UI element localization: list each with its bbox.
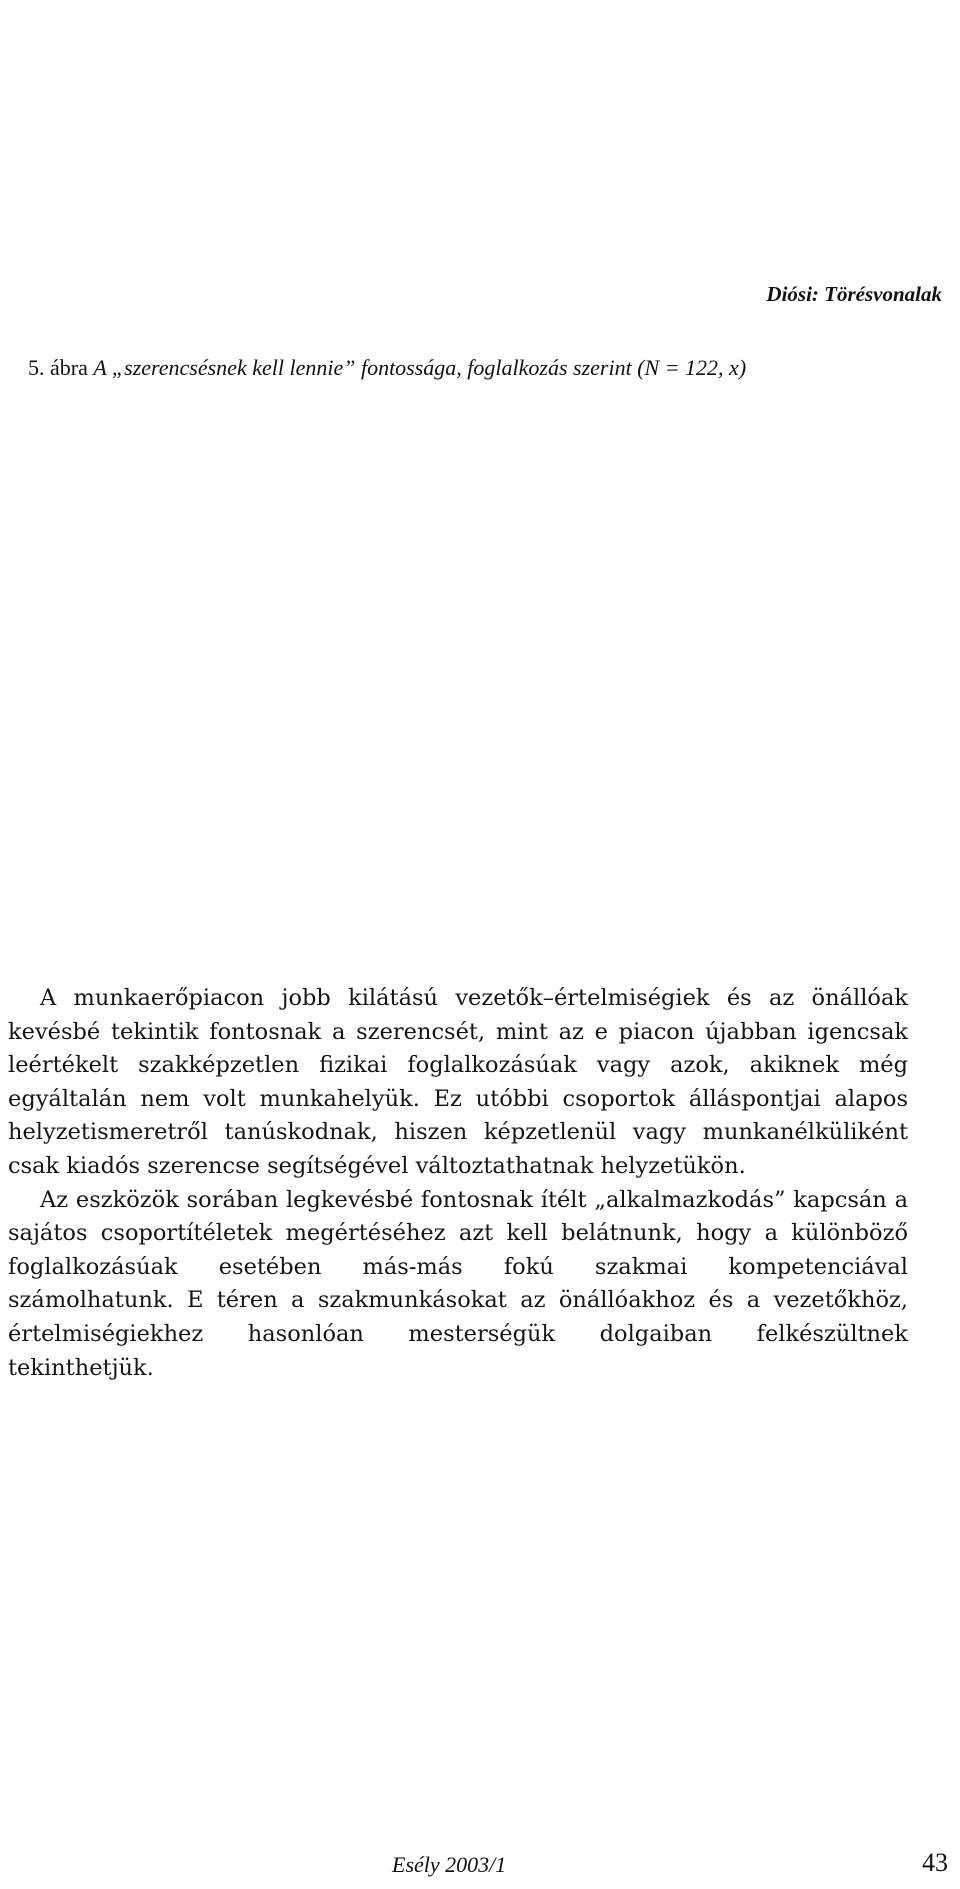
figure-title: A „szerencsésnek kell lennie” fontossága, foglalkozás szerint (N = 122, x)	[93, 355, 747, 380]
figure-caption	[28, 355, 938, 381]
running-head: Diósi: Törésvonalak	[766, 282, 942, 306]
paragraph-2: Az eszközök sorában legkevésbé fontosnak ítélt „alkalmazkodás” kapcsán a sajátos csoportítéletek megértéséhez azt kell belátnunk, hogy a különböző foglalkozásúak esetében más-más fokú szakmai kompetenciával számolhatunk. E téren a szakmunkásokat az önállóakhoz és a vezetőkhöz, értelmiségiekhez hasonlóan mesterségük dolgaiban felkészültnek tekinthetjük.	[8, 1186, 908, 1381]
footer-journal: Esély 2003/1	[392, 1852, 507, 1877]
figure-number: 5. ábra	[28, 355, 88, 380]
page-number: 43	[922, 1848, 948, 1877]
figure-blank-area	[28, 400, 928, 960]
body-text	[8, 982, 908, 1385]
paragraph-1: A munkaerőpiacon jobb kilátású vezetők–értelmiségiek és az önállóak kevésbé tekintik fontosnak a szerencsét, mint az e piacon újabban igencsak leértékelt szakképzetlen fizikai foglalkozásúak vagy azok, akiknek még egyáltalán nem volt munkahelyük. Ez utóbbi csoportok álláspontjai alapos helyzetismeretről tanúskodnak, hiszen képzetlenül vagy munkanélküliként csak kiadós szerencse segítségével változtathatnak helyzetükön.	[8, 985, 908, 1179]
